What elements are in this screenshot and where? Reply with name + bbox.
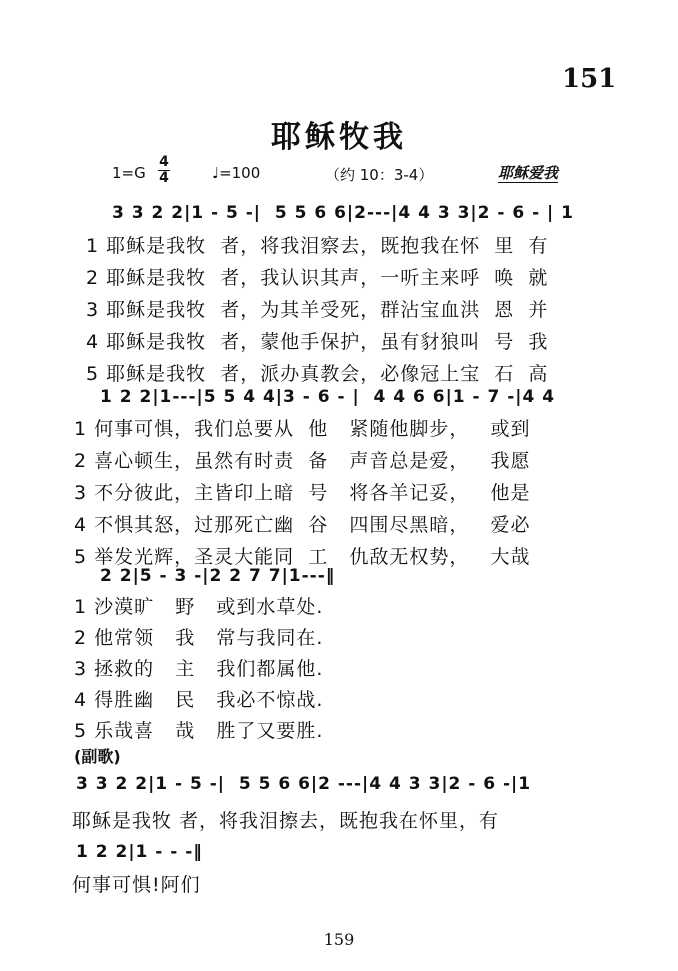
notation-line-3: 2 2|5 - 3 -|2 2 7 7|1---‖ bbox=[100, 566, 336, 586]
lyric-line: 4 不惧其怒，过那死亡幽 谷 四围尽黑暗， 爱必 bbox=[74, 514, 531, 536]
tempo-marking: ♩=100 bbox=[212, 164, 261, 182]
lyric-line: 3 不分彼此，主皆印上暗 号 将各羊记妥， 他是 bbox=[74, 482, 531, 504]
lyric-line: 3 耶稣是我牧 者，为其羊受死，群沾宝血洪 恩 并 bbox=[86, 299, 549, 321]
lyric-line: 2 喜心顿生，虽然有时责 备 声音总是爱， 我愿 bbox=[74, 450, 531, 472]
chorus-notation-line-2: 1 2 2|1 - - -‖ bbox=[76, 842, 203, 862]
lyric-line: 5 举发光辉，圣灵大能同 工 仇敌无权势， 大哉 bbox=[74, 546, 531, 568]
lyric-line: 5 耶稣是我牧 者，派办真教会，必像冠上宝 石 高 bbox=[86, 363, 549, 385]
time-signature bbox=[157, 155, 171, 186]
lyric-line: 2 耶稣是我牧 者，我认识其声，一听主来呼 唤 就 bbox=[86, 267, 549, 289]
notation-line-2: 1 2 2|1---|5 5 4 4|3 - 6 - | 4 4 6 6|1 - 7 -|4 4 bbox=[100, 387, 556, 407]
lyric-line: 3 拯救的 主 我们都属他. bbox=[74, 658, 324, 680]
hymn-title: 耶稣牧我 bbox=[271, 120, 407, 155]
hymn-number: 151 bbox=[562, 64, 617, 94]
key-signature: 1=G bbox=[112, 164, 146, 182]
chorus-label: (副歌) bbox=[74, 747, 121, 766]
chorus-notation-line-1: 3 3 2 2|1 - 5 -| 5 5 6 6|2 ---|4 4 3 3|2 - 6 -|1 bbox=[76, 774, 532, 794]
time-signature-top: 4 bbox=[159, 154, 169, 170]
chorus-lyric-line-2: 何事可惧!阿们 bbox=[72, 874, 201, 896]
time-signature-bottom: 4 bbox=[159, 170, 169, 186]
page-number: 159 bbox=[323, 930, 355, 949]
scripture-reference: （约 10：3-4） bbox=[325, 166, 434, 184]
lyric-line: 1 何事可惧，我们总要从 他 紧随他脚步， 或到 bbox=[74, 418, 531, 440]
lyric-line: 1 沙漠旷 野 或到水草处. bbox=[74, 596, 324, 618]
lyric-line: 1 耶稣是我牧 者，将我泪察去，既抱我在怀 里 有 bbox=[86, 235, 549, 257]
tune-name: 耶稣爱我 bbox=[498, 164, 559, 182]
lyric-line: 4 耶稣是我牧 者，蒙他手保护，虽有豺狼叫 号 我 bbox=[86, 331, 549, 353]
lyric-line: 2 他常领 我 常与我同在. bbox=[74, 627, 324, 649]
lyric-line: 5 乐哉喜 哉 胜了又要胜. bbox=[74, 720, 324, 742]
notation-line-1: 3 3 2 2|1 - 5 -| 5 5 6 6|2---|4 4 3 3|2 - 6 - | 1 bbox=[112, 203, 575, 223]
chorus-lyric-line-1: 耶稣是我牧 者，将我泪擦去，既抱我在怀里，有 bbox=[72, 810, 500, 832]
lyric-line: 4 得胜幽 民 我必不惊战. bbox=[74, 689, 324, 711]
